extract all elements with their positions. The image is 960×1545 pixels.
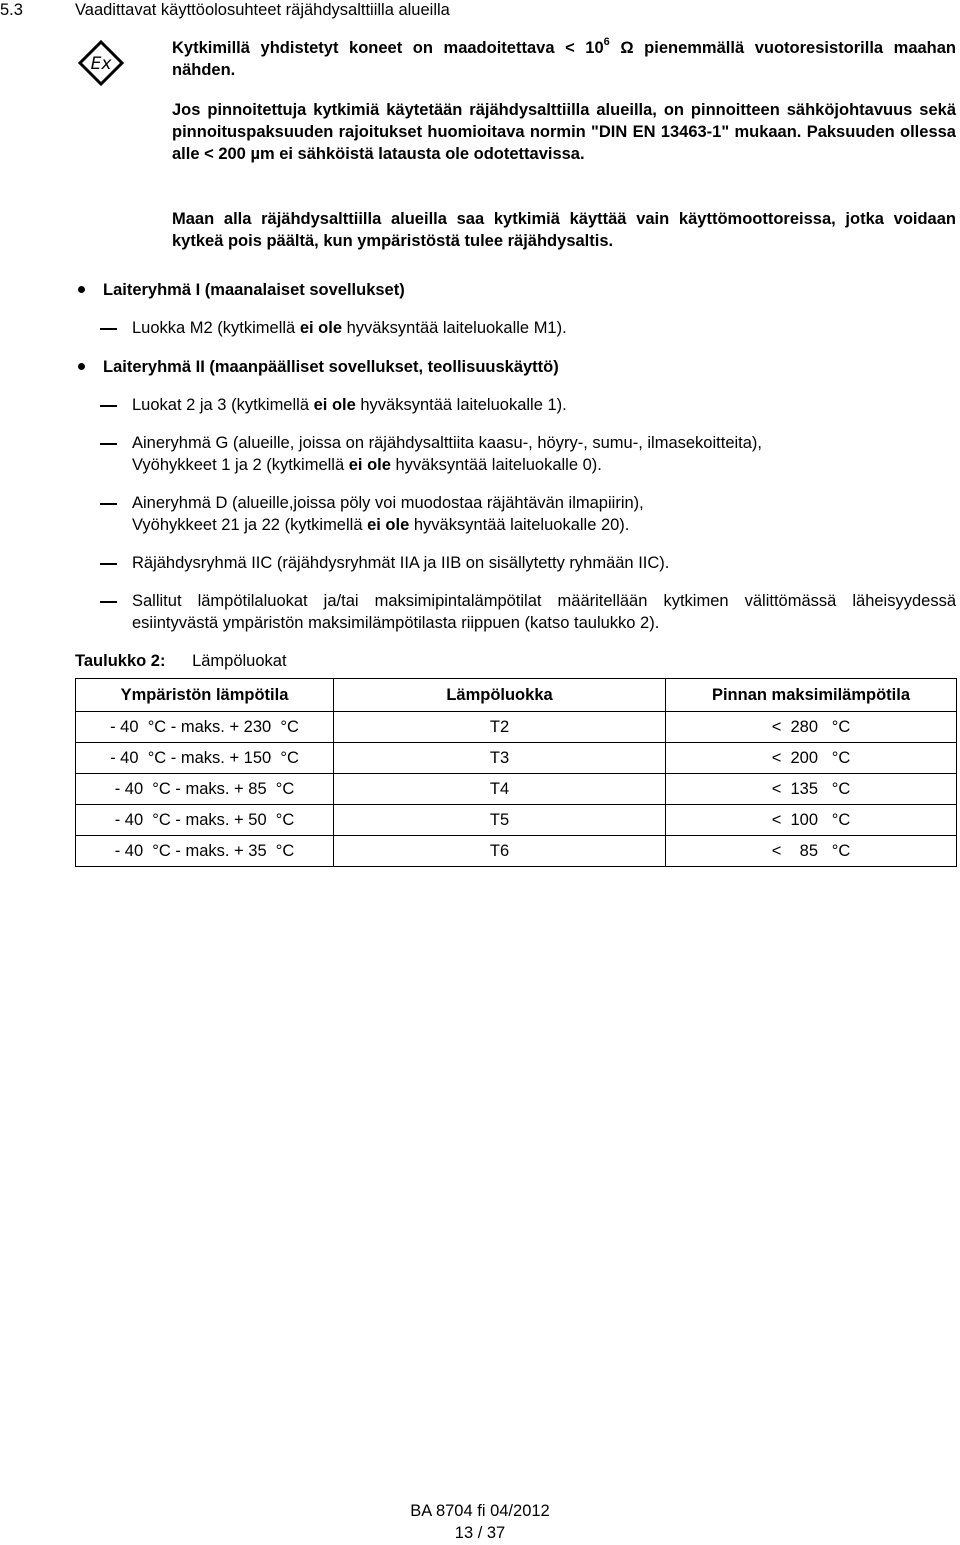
item-text: Aineryhmä G (alueille, joissa on räjähdysalttiita kaasu-, höyry-, sumu-, ilmasekoitteita), bbox=[132, 434, 762, 452]
table-cell: < 135 °C bbox=[666, 774, 957, 805]
coating-paragraph bbox=[172, 99, 956, 165]
group-2-item-1 bbox=[132, 394, 956, 416]
ex-explosion-protection-icon bbox=[78, 40, 124, 86]
underground-paragraph bbox=[172, 208, 956, 252]
item-text: hyväksyntää laiteluokalle M1). bbox=[342, 319, 567, 337]
dash-bullet bbox=[100, 563, 117, 565]
bullet bbox=[78, 286, 85, 293]
table-cell: < 100 °C bbox=[666, 805, 957, 836]
dash-bullet bbox=[100, 503, 117, 505]
group-2-item-2 bbox=[132, 432, 956, 476]
column-header: Pinnan maksimilämpötila bbox=[666, 679, 957, 712]
table-cell: - 40 °C - maks. + 50 °C bbox=[76, 805, 334, 836]
group-2-item-4: Räjähdysryhmä IIC (räjähdysryhmät IIA ja IIB on sisällytetty ryhmään IIC). bbox=[132, 554, 670, 572]
underground-text: Maan alla räjähdysalttiilla alueilla saa kytkimiä käyttää vain käyttömoottoreissa, jotka voidaan kytkeä pois päältä, kun ympäristöstä tulee räjähdysaltis. bbox=[172, 210, 956, 250]
dash-bullet bbox=[100, 601, 117, 603]
svg-text:Ex: Ex bbox=[90, 54, 112, 74]
group-2-item-3 bbox=[132, 492, 956, 536]
section-number: 5.3 bbox=[0, 1, 23, 19]
table-row bbox=[76, 836, 957, 867]
item-bold: ei ole bbox=[367, 516, 410, 534]
table-caption-title: Lämpöluokat bbox=[192, 652, 287, 670]
coating-text: Jos pinnoitettuja kytkimiä käytetään räjähdysalttiilla alueilla, on pinnoitteen sähköjohtavuus sekä pinnoituspaksuuden rajoitukset huomioitava normin "DIN EN 13463-1" mukaan. bbox=[172, 101, 956, 141]
section-title: Vaadittavat käyttöolosuhteet räjähdysalttiilla alueilla bbox=[75, 1, 450, 19]
table-row bbox=[76, 805, 957, 836]
grounding-text-b: Ω pienemmällä vuotoresistorilla maahan nähden. bbox=[172, 39, 957, 79]
equipment-group-1-title: Laiteryhmä I (maanalaiset sovellukset) bbox=[103, 281, 405, 299]
item-bold: ei ole bbox=[348, 456, 391, 474]
grounding-paragraph bbox=[172, 37, 956, 81]
table-header-row bbox=[76, 679, 957, 712]
table-cell: T6 bbox=[334, 836, 666, 867]
exponent: 6 bbox=[603, 35, 610, 48]
bullet bbox=[78, 363, 85, 370]
table-cell: T5 bbox=[334, 805, 666, 836]
table-cell: - 40 °C - maks. + 230 °C bbox=[76, 712, 334, 743]
footer-page-number: 13 / 37 bbox=[454, 1524, 506, 1542]
dash-bullet bbox=[100, 443, 117, 445]
table-row bbox=[76, 774, 957, 805]
table-cell: - 40 °C - maks. + 150 °C bbox=[76, 743, 334, 774]
coating-thickness-text: Paksuuden ollessa alle < 200 µm ei sähköistä latausta ole odotettavissa. bbox=[172, 123, 956, 163]
column-header: Ympäristön lämpötila bbox=[76, 679, 334, 712]
table-caption bbox=[75, 650, 287, 672]
item-text: hyväksyntää laiteluokalle 20). bbox=[409, 516, 630, 534]
item-text: hyväksyntää laiteluokalle 0). bbox=[390, 456, 602, 474]
group-1-item bbox=[132, 317, 956, 339]
dash-bullet bbox=[100, 328, 117, 330]
item-text: Luokka M2 (kytkimellä bbox=[132, 319, 300, 337]
item-bold: ei ole bbox=[299, 319, 342, 337]
grounding-text-a: Kytkimillä yhdistetyt koneet on maadoitettava < 10 bbox=[172, 39, 604, 57]
item-text: Luokat 2 ja 3 (kytkimellä bbox=[132, 396, 314, 414]
dash-bullet bbox=[100, 405, 117, 407]
item-text: Vyöhykkeet 21 ja 22 (kytkimellä bbox=[132, 516, 368, 534]
item-bold: ei ole bbox=[313, 396, 356, 414]
table-cell: < 200 °C bbox=[666, 743, 957, 774]
equipment-group-2-title: Laiteryhmä II (maanpäälliset sovellukset, teollisuuskäyttö) bbox=[103, 358, 559, 376]
table-cell: T4 bbox=[334, 774, 666, 805]
table-cell: - 40 °C - maks. + 85 °C bbox=[76, 774, 334, 805]
table-row bbox=[76, 743, 957, 774]
column-header: Lämpöluokka bbox=[334, 679, 666, 712]
table-cell: T3 bbox=[334, 743, 666, 774]
group-2-item-5: Sallitut lämpötilaluokat ja/tai maksimipintalämpötilat määritellään kytkimen välittömässä läheisyydessä esiintyvästä ympäristön maksimilämpötilasta riippuen (katso taulukko 2). bbox=[132, 592, 956, 632]
table-cell: - 40 °C - maks. + 35 °C bbox=[76, 836, 334, 867]
footer-doc-id: BA 8704 fi 04/2012 bbox=[410, 1502, 550, 1520]
table-cell: < 85 °C bbox=[666, 836, 957, 867]
table-caption-label: Taulukko 2: bbox=[75, 652, 166, 670]
item-text: hyväksyntää laiteluokalle 1). bbox=[355, 396, 567, 414]
temperature-class-table bbox=[75, 678, 957, 867]
item-text: Aineryhmä D (alueille,joissa pöly voi muodostaa räjähtävän ilmapiirin), bbox=[132, 494, 644, 512]
item-text: Vyöhykkeet 1 ja 2 (kytkimellä bbox=[132, 456, 349, 474]
table-row bbox=[76, 712, 957, 743]
table-cell: < 280 °C bbox=[666, 712, 957, 743]
table-cell: T2 bbox=[334, 712, 666, 743]
